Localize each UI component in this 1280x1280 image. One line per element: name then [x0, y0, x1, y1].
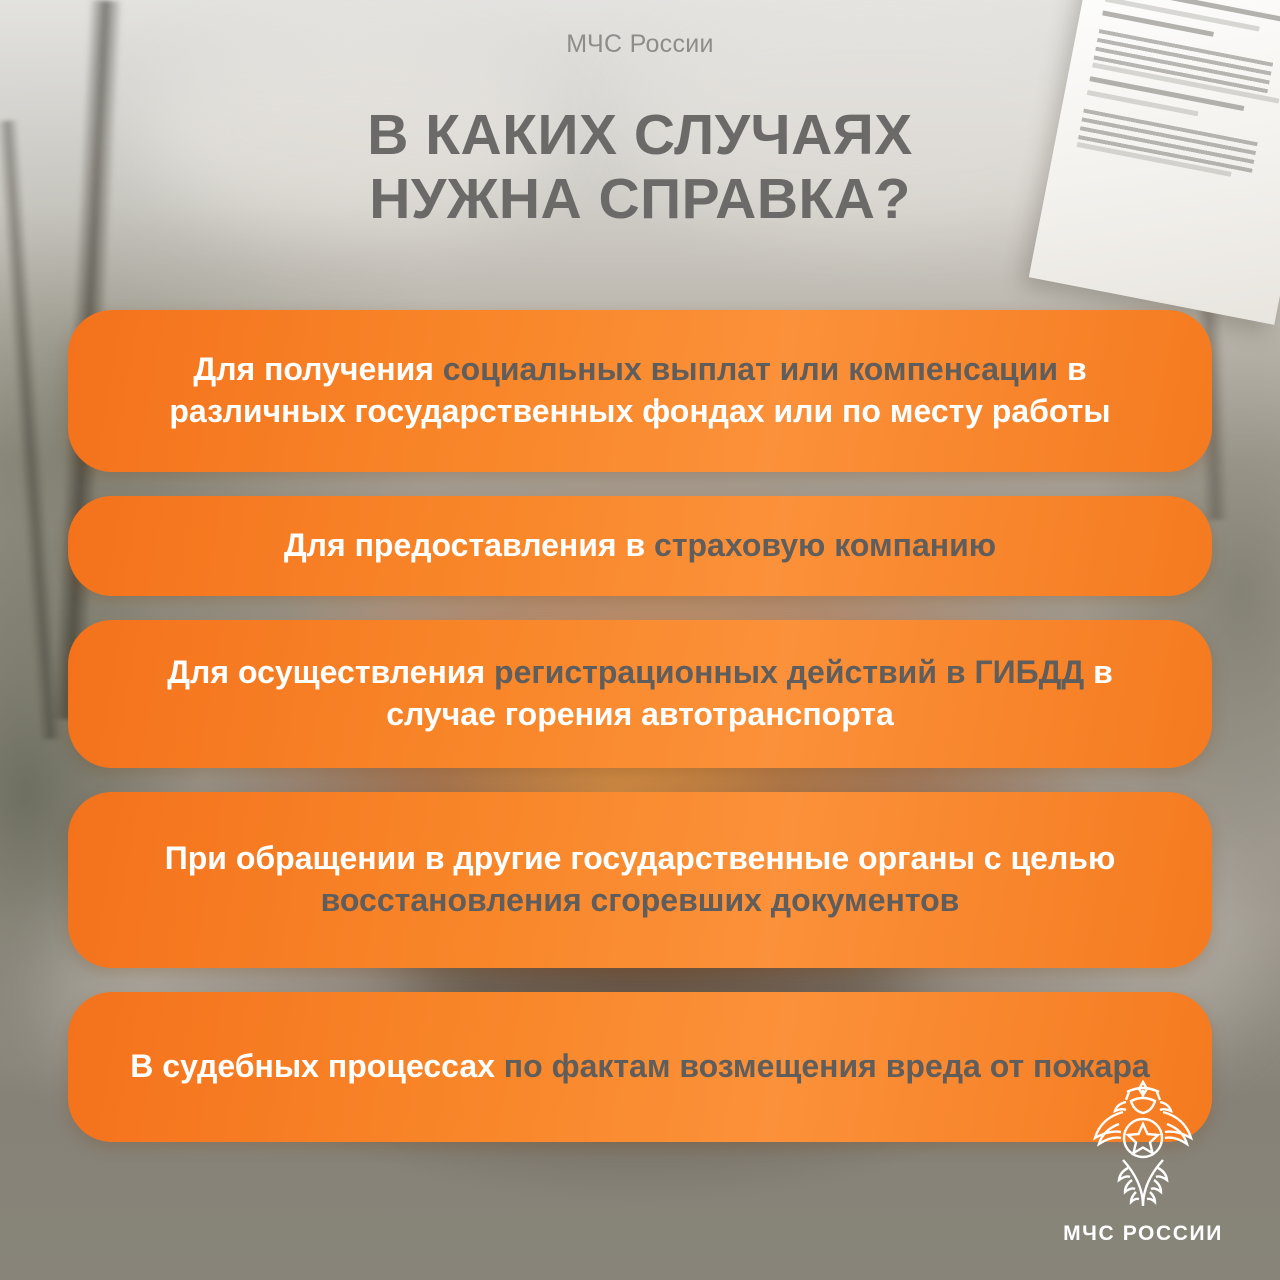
card-insurance [68, 496, 1212, 596]
reasons-list [68, 310, 1212, 1166]
list-item-text [284, 525, 996, 567]
mchs-emblem [1048, 1076, 1238, 1246]
list-item-text-part: Для получения [193, 351, 443, 388]
list-item-text [130, 1046, 1149, 1088]
list-item-text-part: При обращении в другие государственные органы с целью [164, 840, 1116, 877]
list-item-text-part: Для осуществления [167, 654, 495, 691]
headline-line-2: НУЖНА СПРАВКА? [369, 166, 911, 231]
page-title [0, 104, 1280, 232]
list-item-text [110, 652, 1170, 735]
card-state-bodies [68, 792, 1212, 968]
card-court [68, 992, 1212, 1142]
list-item-text-part: в случае горения автотранспорта [386, 654, 1113, 732]
list-item-text [110, 349, 1170, 432]
card-gibdd [68, 620, 1212, 768]
top-brand-label: МЧС России [566, 30, 714, 58]
mchs-emblem-icon [1048, 1076, 1238, 1216]
list-item-text-part: страховую компанию [654, 527, 997, 564]
list-item-text-part: социальных выплат или компенсации [442, 351, 1059, 388]
list-item-text-part: в различных государственных фондах или по месту работы [169, 351, 1111, 429]
headline-line-1: В КАКИХ СЛУЧАЯХ [367, 103, 913, 167]
list-item-text-part: восстановления сгоревших документов [320, 882, 960, 918]
list-item-text-part: В судебных процессах [130, 1048, 504, 1085]
list-item-text-part: по фактам возмещения вреда от пожара [503, 1048, 1150, 1085]
list-item-text [110, 838, 1170, 921]
list-item-text-part: регистрационных действий в ГИБДД [494, 654, 1085, 691]
card-social-payments [68, 310, 1212, 472]
list-item-text-part: Для предоставления в [283, 527, 655, 564]
emblem-label: МЧС РОССИИ [1063, 1222, 1223, 1245]
